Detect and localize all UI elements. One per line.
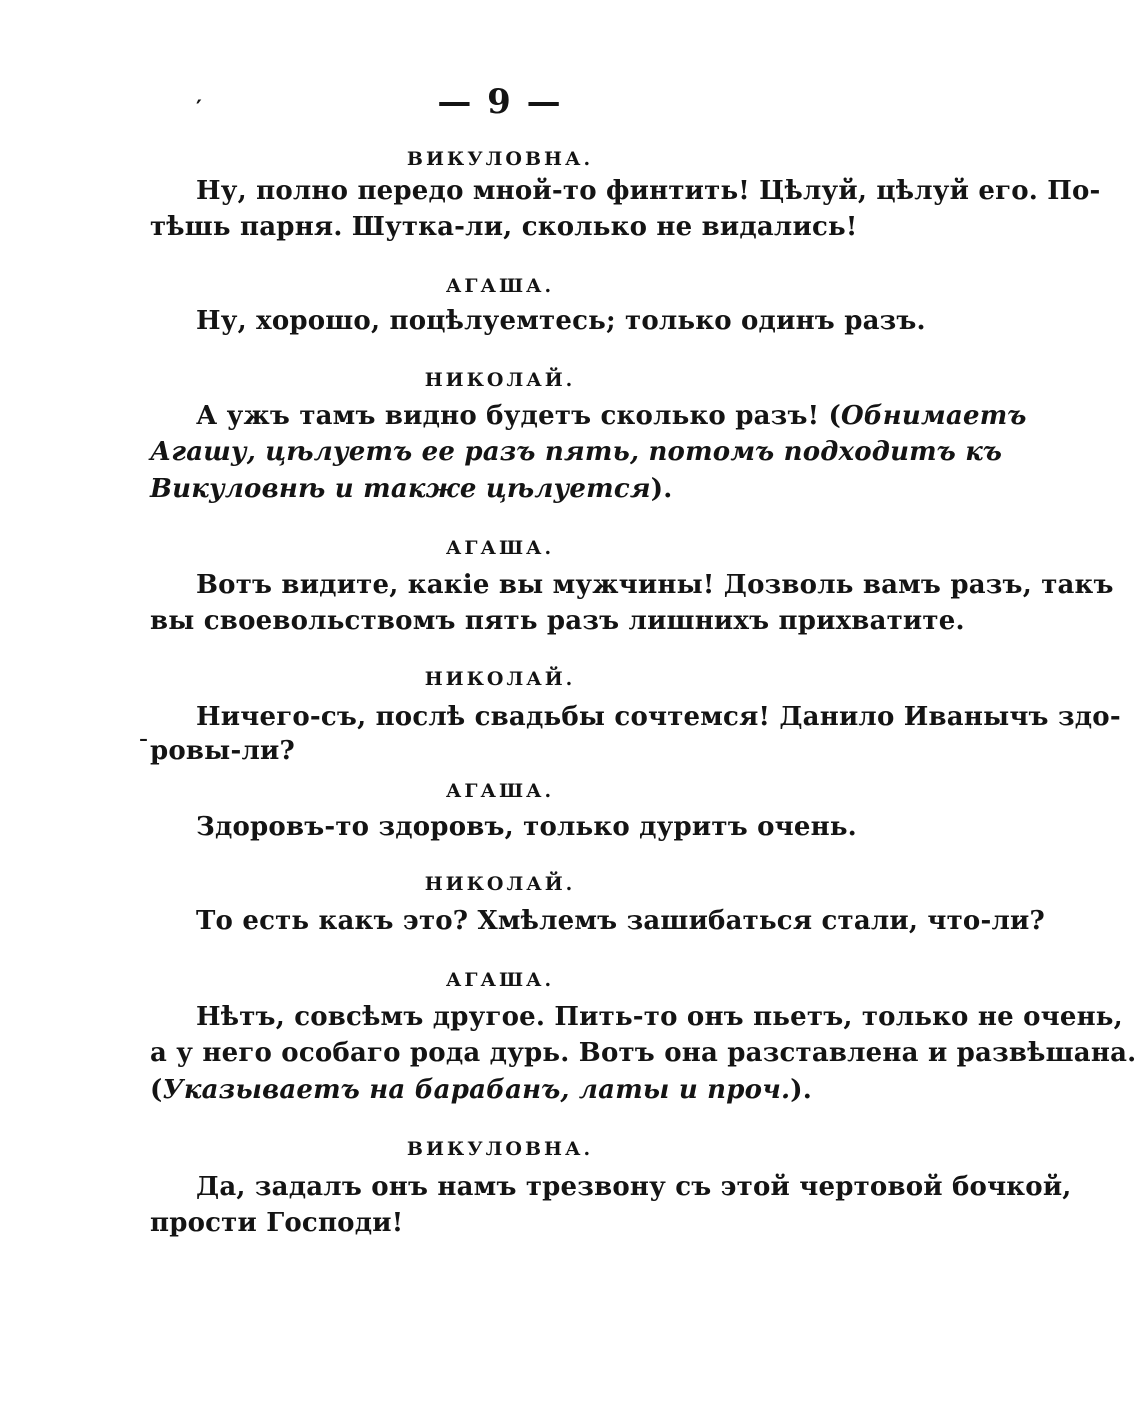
speech-line: а у него особаго рода дурь. Вотъ она разставлена и развѣшана. bbox=[150, 1038, 1136, 1068]
speech-line bbox=[196, 401, 1027, 431]
speaker-name: НИКОЛАЙ. bbox=[424, 873, 576, 895]
stage-direction: Викуловнѣ и также цѣлуется bbox=[150, 474, 651, 504]
speech-line: тѣшь парня. Шутка-ли, сколько не видались! bbox=[150, 212, 858, 242]
speech-line: Да, задалъ онъ намъ трезвону съ этой чертовой бочкой, bbox=[196, 1172, 1072, 1202]
speech-text: А ужъ тамъ видно будетъ сколько разъ! ( bbox=[196, 401, 841, 431]
stray-mark: ˉ bbox=[138, 736, 149, 762]
speaker-name: ВИКУЛОВНА. bbox=[406, 1138, 594, 1160]
speech-line: Ну, хорошо, поцѣлуемтесь; только одинъ разъ. bbox=[196, 306, 926, 336]
speaker-name: АГАША. bbox=[445, 780, 555, 802]
speech-line: Нѣтъ, совсѣмъ другое. Пить-то онъ пьетъ, только не очень, bbox=[196, 1002, 1123, 1032]
speech-line: Ну, полно передо мной-то финтить! Цѣлуй, цѣлуй его. По- bbox=[196, 176, 1101, 206]
speech-text: ). bbox=[790, 1075, 813, 1105]
speaker-name: ВИКУЛОВНА. bbox=[406, 148, 594, 170]
speech-line: Здоровъ-то здоровъ, только дуритъ очень. bbox=[196, 812, 857, 842]
speaker-name: НИКОЛАЙ. bbox=[424, 369, 576, 391]
speech-line: вы своевольствомъ пять разъ лишнихъ прихватите. bbox=[150, 606, 965, 636]
speech-line: Вотъ видите, какіе вы мужчины! Дозволь вамъ разъ, такъ bbox=[196, 570, 1114, 600]
speaker-name: АГАША. bbox=[445, 969, 555, 991]
stage-direction: Агашу, цѣлуетъ ее разъ пять, потомъ подходитъ къ bbox=[150, 437, 1003, 467]
stray-mark: ′ bbox=[196, 96, 202, 122]
speaker-name: АГАША. bbox=[445, 537, 555, 559]
stage-direction: Указываетъ на барабанъ, латы и проч. bbox=[162, 1075, 791, 1105]
speaker-name: АГАША. bbox=[445, 275, 555, 297]
speech-line: прости Господи! bbox=[150, 1208, 404, 1238]
speech-text: ( bbox=[150, 1075, 163, 1105]
speech-text: ). bbox=[650, 474, 673, 504]
speech-line bbox=[150, 1075, 812, 1105]
stage-direction: Обнимаетъ bbox=[840, 401, 1027, 431]
speech-line: ровы-ли? bbox=[150, 736, 295, 766]
page-number: — 9 — bbox=[437, 82, 563, 122]
speech-line bbox=[150, 474, 673, 504]
speech-line: То есть какъ это? Хмѣлемъ зашибаться стали, что-ли? bbox=[196, 906, 1045, 936]
speaker-name: НИКОЛАЙ. bbox=[424, 668, 576, 690]
speech-line: Ничего-съ, послѣ свадьбы сочтемся! Данило Иванычъ здо- bbox=[196, 702, 1121, 732]
